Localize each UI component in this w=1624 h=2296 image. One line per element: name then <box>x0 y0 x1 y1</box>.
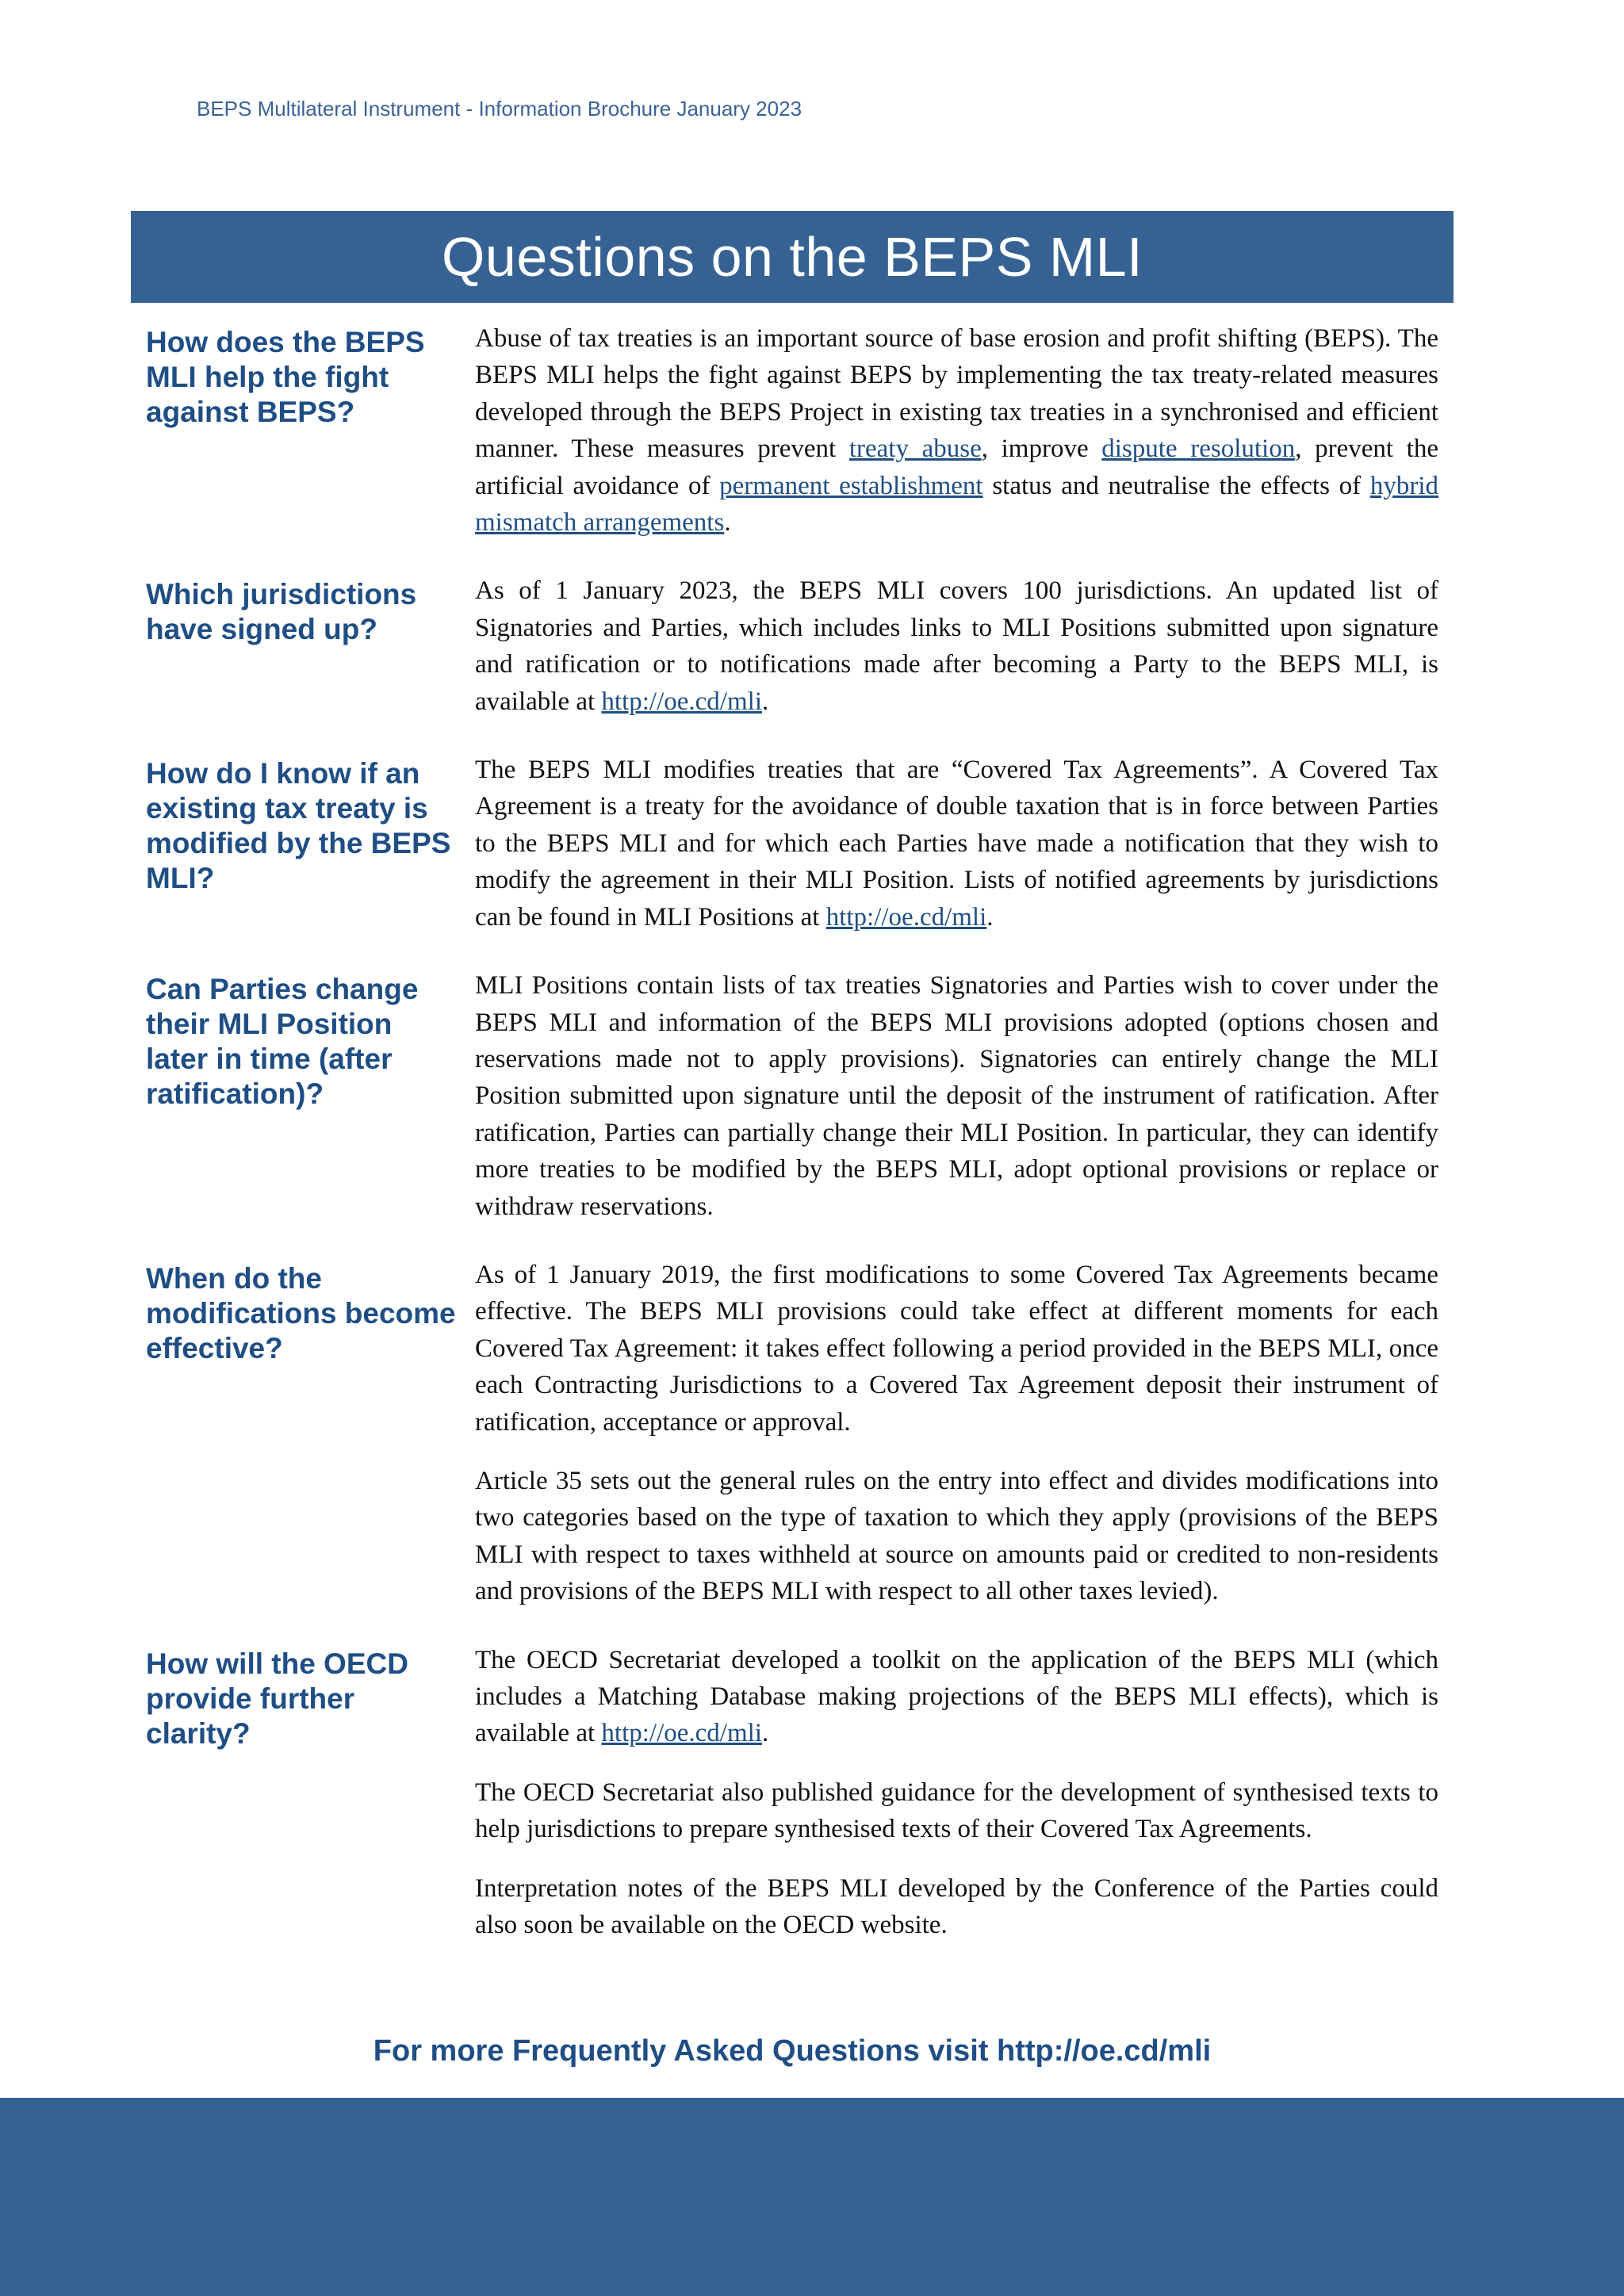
faq-item <box>146 752 1438 936</box>
faq-list <box>146 320 1438 1975</box>
faq-item <box>146 320 1438 541</box>
inline-link[interactable]: hybrid mismatch arrangements <box>475 471 1438 538</box>
text-segment: , improve <box>981 434 1102 464</box>
inline-link[interactable]: permanent establishment <box>719 471 983 500</box>
text-segment: Article 35 sets out the general rules on the entry into effect and divides modifications into two categories based on the type of taxation to which they apply (provisions of the BEPS MLI with respect to taxes withheld at source on amounts paid or credited to non-residents and provisions of the BEPS MLI with respect to all other taxes levied). <box>475 1466 1438 1606</box>
text-segment: The BEPS MLI modifies treaties that are “Covered Tax Agreements”. A Covered Tax Agreement is a treaty for the avoidance of double taxation that is in force between Parties to the BEPS MLI and for which each Parties have made a notification that they wish to modify the agreement in their MLI Position. Lists of notified agreements by jurisdictions can be found in MLI Positions at <box>475 756 1438 932</box>
faq-question: When do the modifications become effective? <box>146 1261 456 1364</box>
page-title: Questions on the BEPS MLI <box>441 226 1143 288</box>
faq-question: How do I know if an existing tax treaty is modified by the BEPS MLI? <box>146 757 451 895</box>
faq-question: Can Parties change their MLI Position later in time (after ratification)? <box>146 973 419 1111</box>
inline-link[interactable]: dispute resolution <box>1101 434 1296 464</box>
inline-link[interactable]: http://oe.cd/mli <box>601 1719 762 1748</box>
text-segment: The OECD Secretariat also published guidance for the development of synthesised texts to help jurisdictions to prepare synthesised texts of their Covered Tax Agreements. <box>475 1777 1438 1844</box>
running-header: BEPS Multilateral Instrument - Information Brochure January 2023 <box>197 97 802 121</box>
faq-answer <box>475 572 1438 720</box>
faq-item <box>146 572 1438 720</box>
text-segment: As of 1 January 2023, the BEPS MLI covers 100 jurisdictions. An updated list of Signatories and Parties, which includes links to MLI Positions submitted upon signature and ratification or to notifications made after becoming a Party to the BEPS MLI, is available at <box>475 576 1438 716</box>
faq-answer <box>475 320 1438 541</box>
faq-answer <box>475 1257 1438 1610</box>
faq-item <box>146 1257 1438 1610</box>
faq-answer <box>475 1642 1438 1944</box>
faq-question: Which jurisdictions have signed up? <box>146 578 417 646</box>
answer-paragraph <box>475 967 1438 1225</box>
answer-paragraph <box>475 752 1438 936</box>
faq-item <box>146 967 1438 1225</box>
answer-paragraph <box>475 1774 1438 1848</box>
faq-question: How will the OECD provide further clarity? <box>146 1647 408 1750</box>
text-segment: . <box>724 508 731 538</box>
faq-question: How does the BEPS MLI help the fight against BEPS? <box>146 326 425 428</box>
answer-paragraph <box>475 320 1438 541</box>
answer-paragraph <box>475 1257 1438 1441</box>
text-segment: . <box>761 1719 769 1748</box>
text-segment: MLI Positions contain lists of tax treaties Signatories and Parties wish to cover under the BEPS MLI and information of the BEPS MLI provisions adopted (options chosen and reservations made not to apply provisions). Signatories can entirely change the MLI Position submitted upon signature until the deposit of the instrument of ratification. After ratification, Parties can partially change their MLI Position. In particular, they can identify more treaties to be modified by the BEPS MLI, adopt optional provisions or replace or withdraw reservations. <box>475 971 1438 1221</box>
answer-paragraph <box>475 1463 1438 1610</box>
faq-answer <box>475 752 1438 936</box>
footer-cta: For more Frequently Asked Questions visit http://oe.cd/mli <box>373 2034 1212 2068</box>
inline-link[interactable]: treaty abuse <box>848 434 982 464</box>
text-segment: As of 1 January 2019, the first modifications to some Covered Tax Agreements became effective. The BEPS MLI provisions could take effect at different moments for each Covered Tax Agreement: it takes effect following a period provided in the BEPS MLI, once each Contracting Jurisdictions to a Covered Tax Agreement deposit their instrument of ratification, acceptance or approval. <box>475 1260 1438 1437</box>
answer-paragraph <box>475 1870 1438 1944</box>
bottom-band <box>0 2098 1624 2296</box>
inline-link[interactable]: http://oe.cd/mli <box>601 687 762 716</box>
text-segment: . <box>986 902 994 932</box>
answer-paragraph <box>475 1642 1438 1752</box>
inline-link[interactable]: http://oe.cd/mli <box>825 902 987 932</box>
faq-answer <box>475 967 1438 1225</box>
faq-item <box>146 1642 1438 1944</box>
title-banner <box>131 211 1454 303</box>
answer-paragraph <box>475 572 1438 720</box>
text-segment: status and neutralise the effects of <box>982 471 1370 500</box>
text-segment: The OECD Secretariat developed a toolkit on the application of the BEPS MLI (which includes a Matching Database making projections of the BEPS MLI effects), which is available at <box>475 1645 1438 1748</box>
text-segment: , prevent the artificial avoidance of <box>475 434 1438 500</box>
text-segment: . <box>761 687 769 716</box>
text-segment: Interpretation notes of the BEPS MLI developed by the Conference of the Parties could also soon be available on the OECD website. <box>475 1873 1438 1940</box>
text-segment: Abuse of tax treaties is an important source of base erosion and profit shifting (BEPS). The BEPS MLI helps the fight against BEPS by implementing the tax treaty-related measures developed through the BEPS Project in existing tax treaties in a synchronised and efficient manner. These measures prevent <box>475 324 1438 464</box>
